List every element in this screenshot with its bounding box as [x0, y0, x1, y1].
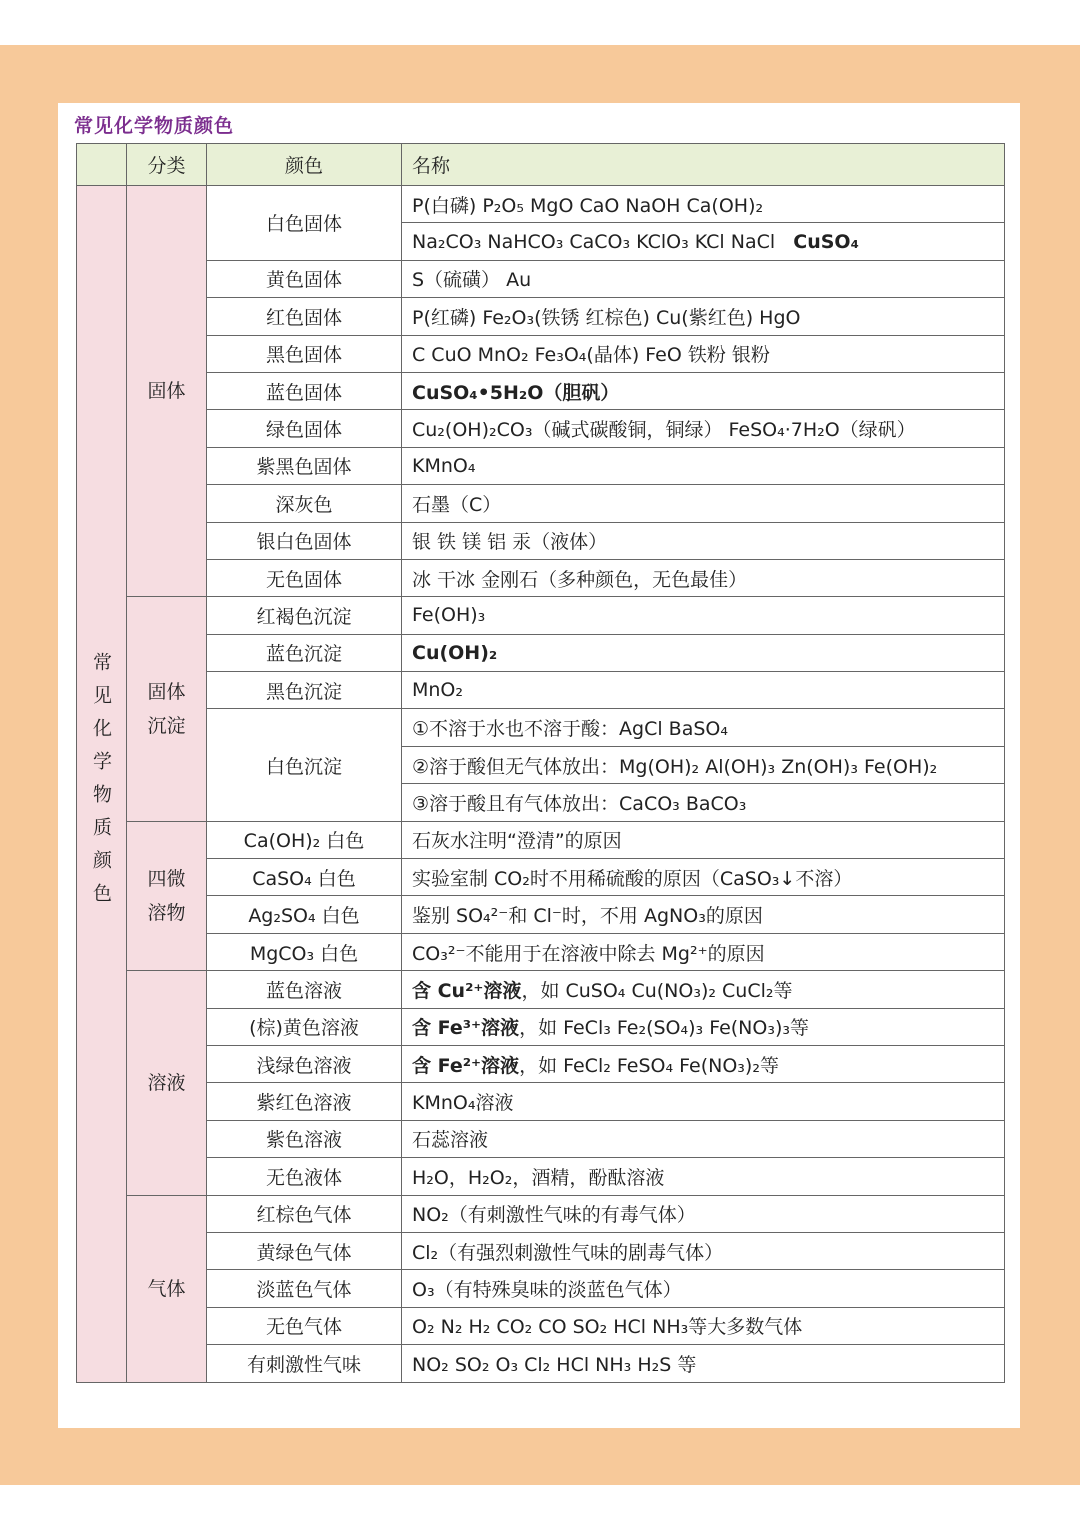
color-cell: 紫黑色固体 — [207, 447, 402, 484]
table-row — [77, 1195, 1005, 1232]
name-cell: 含 Cu²⁺溶液，如 CuSO₄ Cu(NO₃)₂ CuCl₂等 — [402, 971, 1005, 1008]
color-cell: CaSO₄ 白色 — [207, 859, 402, 896]
name-cell: KMnO₄溶液 — [402, 1083, 1005, 1120]
table-row — [77, 1045, 1005, 1082]
group-gas: 气体 — [127, 1195, 207, 1382]
name-cell: Cu₂(OH)₂CO₃（碱式碳酸铜，铜绿） FeSO₄·7H₂O（绿矾） — [402, 410, 1005, 447]
color-cell: 红褐色沉淀 — [207, 597, 402, 634]
name-cell: Na₂CO₃ NaHCO₃ CaCO₃ KClO₃ KCl NaCl CuSO₄ — [402, 223, 1005, 260]
header-color: 颜色 — [207, 144, 402, 186]
color-cell: 蓝色沉淀 — [207, 634, 402, 671]
color-cell: 白色沉淀 — [207, 709, 402, 821]
table-row — [77, 1158, 1005, 1195]
color-cell: 红棕色气体 — [207, 1195, 402, 1232]
color-cell: 无色固体 — [207, 559, 402, 596]
table-row — [77, 821, 1005, 858]
name-cell: KMnO₄ — [402, 447, 1005, 484]
table-row — [77, 1008, 1005, 1045]
table-row — [77, 298, 1005, 335]
name-cell: CO₃²⁻不能用于在溶液中除去 Mg²⁺的原因 — [402, 933, 1005, 970]
document-sheet — [58, 103, 1020, 1428]
name-cell: ②溶于酸但无气体放出：Mg(OH)₂ Al(OH)₃ Zn(OH)₃ Fe(OH)₂ — [402, 746, 1005, 783]
color-table — [76, 143, 1005, 1383]
table-row — [77, 634, 1005, 671]
name-cell: 冰 干冰 金刚石（多种颜色，无色最佳） — [402, 559, 1005, 596]
table-row — [77, 1307, 1005, 1344]
name-cell: ③溶于酸且有气体放出：CaCO₃ BaCO₃ — [402, 784, 1005, 821]
name-cell: Cu(OH)₂ — [402, 634, 1005, 671]
table-row — [77, 485, 1005, 522]
group-precipitate: 固体 沉淀 — [127, 597, 207, 821]
table-row — [77, 447, 1005, 484]
color-cell: 深灰色 — [207, 485, 402, 522]
name-cell: O₃（有特殊臭味的淡蓝色气体） — [402, 1270, 1005, 1307]
color-cell: 紫红色溶液 — [207, 1083, 402, 1120]
name-cell: 鉴别 SO₄²⁻和 Cl⁻时，不用 AgNO₃的原因 — [402, 896, 1005, 933]
table-row — [77, 896, 1005, 933]
color-cell: 黑色沉淀 — [207, 672, 402, 709]
table-row — [77, 410, 1005, 447]
table-row — [77, 971, 1005, 1008]
color-cell: 黑色固体 — [207, 335, 402, 372]
name-cell: O₂ N₂ H₂ CO₂ CO SO₂ HCl NH₃等大多数气体 — [402, 1307, 1005, 1344]
color-cell: 红色固体 — [207, 298, 402, 335]
name-cell: P(白磷) P₂O₅ MgO CaO NaOH Ca(OH)₂ — [402, 186, 1005, 223]
color-cell: 黄绿色气体 — [207, 1232, 402, 1269]
name-cell: 石蕊溶液 — [402, 1120, 1005, 1157]
name-cell: 石墨（C） — [402, 485, 1005, 522]
name-cell: 实验室制 CO₂时不用稀硫酸的原因（CaSO₃↓不溶） — [402, 859, 1005, 896]
table-row — [77, 1083, 1005, 1120]
name-cell: C CuO MnO₂ Fe₃O₄(晶体) FeO 铁粉 银粉 — [402, 335, 1005, 372]
header-blank — [77, 144, 127, 186]
color-cell: 蓝色固体 — [207, 372, 402, 409]
name-cell: S（硫磺） Au — [402, 260, 1005, 297]
group-slightly-soluble: 四微 溶物 — [127, 821, 207, 971]
name-cell: CuSO₄•5H₂O（胆矾） — [402, 372, 1005, 409]
header-row — [77, 144, 1005, 186]
name-cell: Fe(OH)₃ — [402, 597, 1005, 634]
table-row — [77, 1120, 1005, 1157]
color-cell: 蓝色溶液 — [207, 971, 402, 1008]
color-cell: 淡蓝色气体 — [207, 1270, 402, 1307]
document-title: 常见化学物质颜色 — [74, 115, 235, 137]
color-cell: MgCO₃ 白色 — [207, 933, 402, 970]
color-cell: 无色气体 — [207, 1307, 402, 1344]
table-row — [77, 597, 1005, 634]
name-cell: ①不溶于水也不溶于酸：AgCl BaSO₄ — [402, 709, 1005, 746]
name-cell: H₂O，H₂O₂，酒精，酚酞溶液 — [402, 1158, 1005, 1195]
color-cell: 银白色固体 — [207, 522, 402, 559]
table-row — [77, 859, 1005, 896]
color-cell: 有刺激性气味 — [207, 1345, 402, 1382]
table-row — [77, 1270, 1005, 1307]
header-name: 名称 — [402, 144, 1005, 186]
table-row — [77, 709, 1005, 746]
table-row — [77, 186, 1005, 223]
table-row — [77, 1345, 1005, 1382]
color-cell: Ca(OH)₂ 白色 — [207, 821, 402, 858]
group-solid: 固体 — [127, 186, 207, 597]
color-cell: 绿色固体 — [207, 410, 402, 447]
table-row — [77, 260, 1005, 297]
name-cell: Cl₂（有强烈刺激性气味的剧毒气体） — [402, 1232, 1005, 1269]
name-cell: NO₂ SO₂ O₃ Cl₂ HCl NH₃ H₂S 等 — [402, 1345, 1005, 1382]
name-cell: 石灰水注明“澄清”的原因 — [402, 821, 1005, 858]
left-label: 常见化学物质颜色 — [90, 651, 112, 916]
table-row — [77, 522, 1005, 559]
table-row — [77, 559, 1005, 596]
table-row — [77, 933, 1005, 970]
table-row — [77, 372, 1005, 409]
left-label-cell — [77, 186, 127, 1383]
color-cell: 白色固体 — [207, 186, 402, 261]
color-cell: (棕)黄色溶液 — [207, 1008, 402, 1045]
group-solution: 溶液 — [127, 971, 207, 1195]
name-cell: 含 Fe³⁺溶液，如 FeCl₃ Fe₂(SO₄)₃ Fe(NO₃)₃等 — [402, 1008, 1005, 1045]
name-cell: MnO₂ — [402, 672, 1005, 709]
color-cell: 无色液体 — [207, 1158, 402, 1195]
name-cell: P(红磷) Fe₂O₃(铁锈 红棕色) Cu(紫红色) HgO — [402, 298, 1005, 335]
page-background — [0, 45, 1080, 1485]
color-cell: Ag₂SO₄ 白色 — [207, 896, 402, 933]
color-cell: 黄色固体 — [207, 260, 402, 297]
name-cell: 银 铁 镁 铝 汞（液体） — [402, 522, 1005, 559]
color-cell: 紫色溶液 — [207, 1120, 402, 1157]
table-row — [77, 1232, 1005, 1269]
header-category: 分类 — [127, 144, 207, 186]
name-cell: NO₂（有刺激性气味的有毒气体） — [402, 1195, 1005, 1232]
table-row — [77, 672, 1005, 709]
name-cell: 含 Fe²⁺溶液，如 FeCl₂ FeSO₄ Fe(NO₃)₂等 — [402, 1045, 1005, 1082]
color-cell: 浅绿色溶液 — [207, 1045, 402, 1082]
table-row — [77, 335, 1005, 372]
